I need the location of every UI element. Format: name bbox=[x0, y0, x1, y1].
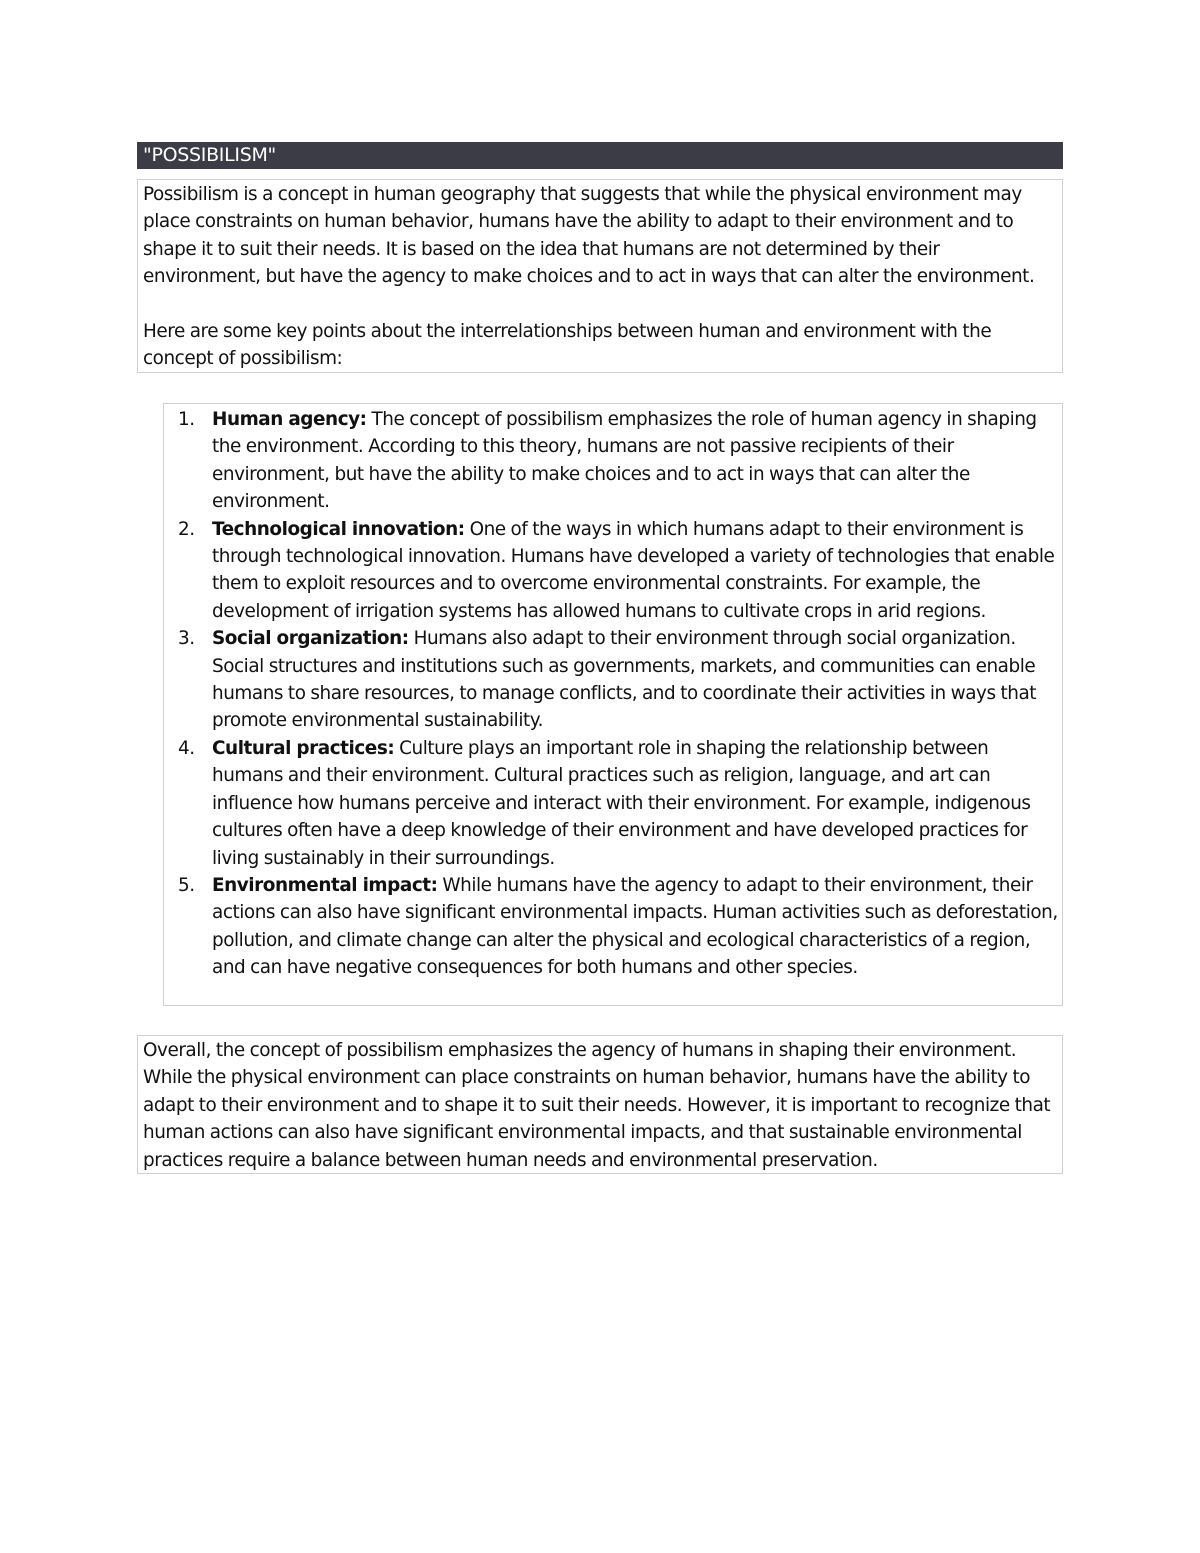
conclusion-box bbox=[137, 1035, 1063, 1174]
list-item bbox=[164, 516, 1061, 626]
list-item-number: 5. bbox=[178, 874, 195, 896]
list-item-number: 3. bbox=[178, 628, 195, 650]
list-item-text: Humans also adapt to their environment through social organization. Social structures and institutions such as governments, markets, and communities can enable humans to share resources, to manage conflicts, and to coordinate their activities in ways that promote environmental sustainability. bbox=[212, 628, 1037, 732]
list-item-number: 4. bbox=[178, 737, 195, 759]
list-item-term: Cultural practices: bbox=[212, 737, 395, 759]
key-points-list bbox=[164, 406, 1061, 982]
list-item-text: The concept of possibilism emphasizes the role of human agency in shaping the environment. According to this theory, humans are not passive recipients of their environment, but have the ability to make choices and to act in ways that can alter the environment. bbox=[212, 409, 1037, 513]
intro-lead-in-paragraph: Here are some key points about the interrelationships between human and environment with the concept of possibilism: bbox=[143, 320, 992, 370]
intro-box bbox=[137, 179, 1063, 373]
list-item-text: One of the ways in which humans adapt to their environment is through technological innovation. Humans have developed a variety of technologies that enable them to exploit resources and to overcome environmental constraints. For example, the development of irrigation systems has allowed humans to cultivate crops in arid regions. bbox=[212, 518, 1055, 622]
list-item-text: Culture plays an important role in shaping the relationship between humans and their environment. Cultural practices such as religion, language, and art can influence how humans perceive and interact with their environment. For example, indigenous cultures often have a deep knowledge of their environment and have developed practices for living sustainably in their surroundings. bbox=[212, 737, 1031, 869]
conclusion-paragraph: Overall, the concept of possibilism emphasizes the agency of humans in shaping their environment. While the physical environment can place constraints on human behavior, humans have the ability to adapt to their environment and to shape it to suit their needs. However, it is important to recognize that human actions can also have significant environmental impacts, and that sustainable environmental practices require a balance between human needs and environmental preservation. bbox=[143, 1040, 1051, 1171]
list-item bbox=[164, 406, 1061, 516]
list-item bbox=[164, 872, 1061, 982]
list-item-term: Social organization: bbox=[212, 628, 409, 650]
list-item-text: While humans have the agency to adapt to their environment, their actions can also have significant environmental impacts. Human activities such as deforestation, pollution, and climate change can alter the physical and ecological characteristics of a region, and can have negative consequences for both humans and other species. bbox=[212, 874, 1058, 979]
key-points-box bbox=[163, 403, 1063, 1006]
list-item-number: 2. bbox=[178, 518, 195, 540]
document-title: "POSSIBILISM" bbox=[137, 142, 1063, 169]
list-item-term: Technological innovation: bbox=[212, 518, 465, 540]
list-item bbox=[164, 625, 1061, 735]
list-item-term: Human agency: bbox=[212, 409, 367, 430]
list-item bbox=[164, 735, 1061, 872]
list-item-term: Environmental impact: bbox=[212, 874, 438, 896]
intro-paragraph: Possibilism is a concept in human geography that suggests that while the physical environment may place constraints on human behavior, humans have the ability to adapt to their environment and to shape it to suit their needs. It is based on the idea that humans are not determined by their environment, but have the agency to make choices and to act in ways that can alter the environment. bbox=[143, 184, 1035, 288]
list-item-number: 1. bbox=[178, 409, 195, 430]
